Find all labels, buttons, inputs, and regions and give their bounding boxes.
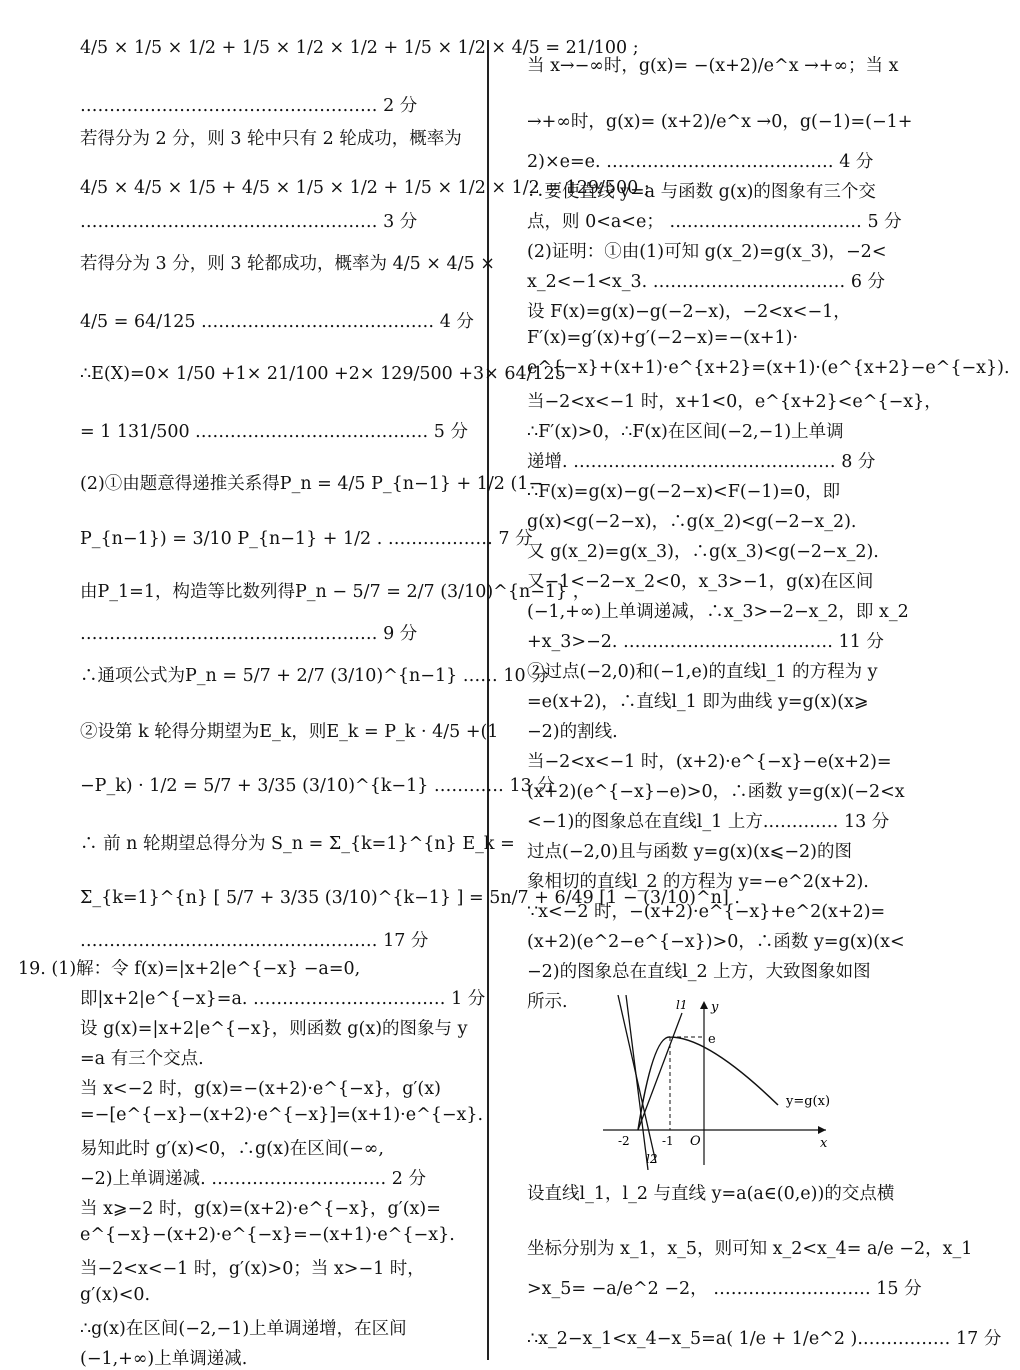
text-line: ∵x<−2 时，−(x+2)·e^{−x}+e^2(x+2)= <box>527 902 886 922</box>
text-line: 当 x⩾−2 时，g(x)=(x+2)·e^{−x}，g′(x)= <box>80 1199 441 1219</box>
text-line: 又−1<−2−x_2<0，x_3>−1，g(x)在区间 <box>527 572 874 592</box>
y-label: y <box>711 1000 719 1015</box>
text-line: ②设第 k 轮得分期望为E_k，则E_k = P_k · 4/5 +(1 <box>80 722 499 742</box>
e-label: e <box>708 1032 716 1047</box>
text-line: 由P_1=1，构造等比数列得P_n − 5/7 = 2/7 (3/10)^{n−1} ， <box>80 582 591 602</box>
function-graph <box>598 995 848 1170</box>
text-line: 过点(−2,0)且与函数 y=g(x)(x⩽−2)的图 <box>527 842 852 862</box>
text-line: 设直线l_1，l_2 与直线 y=a(a∈(0,e))的交点横 <box>527 1184 895 1204</box>
curve-g <box>638 1037 778 1130</box>
text-line: −2)的割线. <box>527 722 618 742</box>
text-line: >x_5= −a/e^2 −2， ……………………… 15 分 <box>527 1279 922 1299</box>
question-19-start: 19. (1)解：令 f(x)=|x+2|e^{−x} −a=0, <box>18 959 361 979</box>
text-line: 设 F(x)=g(x)−g(−2−x)，−2<x<−1， <box>527 302 851 322</box>
text-line: g′(x)<0. <box>80 1285 151 1305</box>
text-line: −2)的图象总在直线l_2 上方，大致图象如图 <box>527 962 871 982</box>
text-line: ∴通项公式为P_n = 5/7 + 2/7 (3/10)^{n−1} …… 10 分 <box>80 666 549 686</box>
text-line: 4/5 × 1/5 × 1/2 + 1/5 × 1/2 × 1/2 + 1/5 × 1/2 × 4/5 = 21/100 ; <box>80 38 639 58</box>
text-line: 又 g(x_2)=g(x_3)，∴g(x_3)<g(−2−x_2). <box>527 542 879 562</box>
y-axis-arrow <box>700 1001 708 1009</box>
text-line: 当−2<x<−1 时，g′(x)>0；当 x>−1 时， <box>80 1259 425 1279</box>
text-line: 所示. <box>527 992 568 1012</box>
x-label: x <box>820 1136 828 1151</box>
column-divider <box>487 40 489 1360</box>
text-line: = 1 131/500 .………………………………… 5 分 <box>80 422 469 442</box>
text-line: 4/5 = 64/125 .………………………………… 4 分 <box>80 312 474 332</box>
text-line: →+∞时，g(x)= (x+2)/e^x →0，g(−1)=(−1+ <box>527 112 913 132</box>
text-line: e^{−x}+(x+1)·e^{x+2}=(x+1)·(e^{x+2}−e^{−x}). <box>527 358 1010 378</box>
text-line: (x+2)(e^2−e^{−x})>0，∴函数 y=g(x)(x< <box>527 932 905 952</box>
score-line: …………………………………………… 17 分 <box>80 931 429 951</box>
score-line: …………………………………………… 9 分 <box>80 624 418 644</box>
text-line: 若得分为 3 分，则 3 轮都成功，概率为 4/5 × 4/5 × <box>80 254 495 274</box>
tick-neg1: -1 <box>662 1134 674 1148</box>
text-line: x_2<−1<x_3. …………………………… 6 分 <box>527 272 886 292</box>
text-line: 若得分为 2 分，则 3 轮中只有 2 轮成功，概率为 <box>80 129 462 149</box>
text-line: 当 x<−2 时，g(x)=−(x+2)·e^{−x}，g′(x) <box>80 1079 441 1099</box>
text-line: (2)证明：①由(1)可知 g(x_2)=g(x_3)，−2< <box>527 242 887 262</box>
text-line: e^{−x}−(x+2)·e^{−x}=−(x+1)·e^{−x}. <box>80 1225 455 1245</box>
text-line: Σ_{k=1}^{n} [ 5/7 + 3/35 (3/10)^{k−1} ] = 5n/7 + 6/49 [1 − (3/10)^n] . <box>80 888 740 908</box>
text-line: ②过点(−2,0)和(−1,e)的直线l_1 的方程为 y <box>527 662 878 682</box>
text-line: =a 有三个交点. <box>80 1049 204 1069</box>
text-line: ∴要使直线 y=a 与函数 g(x)的图象有三个交 <box>527 182 876 202</box>
text-line: 坐标分别为 x_1，x_5，则可知 x_2<x_4= a/e −2，x_1 <box>527 1239 973 1259</box>
tick-neg2: -2 <box>618 1134 630 1148</box>
text-line: +x_3>−2. ……………………………… 11 分 <box>527 632 884 652</box>
text-line: ∴F(x)=g(x)−g(−2−x)<F(−1)=0，即 <box>527 482 841 502</box>
line-l1 <box>638 1013 682 1130</box>
text-line: 4/5 × 4/5 × 1/5 + 4/5 × 1/5 × 1/2 + 1/5 × 1/2 × 1/2 = 129/500 ; <box>80 178 650 198</box>
l2-label: l2 <box>646 1152 658 1166</box>
text-line: (−1,+∞)上单调递减，∴x_3>−2−x_2，即 x_2 <box>527 602 909 622</box>
text-line: ∴g(x)在区间(−2,−1)上单调递增，在区间 <box>80 1319 407 1339</box>
x-axis-arrow <box>818 1126 826 1134</box>
text-line: 易知此时 g′(x)<0，∴g(x)在区间(−∞, <box>80 1139 384 1159</box>
score-line: …………………………………………… 2 分 <box>80 96 418 116</box>
text-line: −2)上单调递减. ………………………… 2 分 <box>80 1169 427 1189</box>
text-line: g(x)<g(−2−x)，∴g(x_2)<g(−2−x_2). <box>527 512 857 532</box>
text-line: 设 g(x)=|x+2|e^{−x}，则函数 g(x)的图象与 y <box>80 1019 468 1039</box>
text-line: 当 x→−∞时，g(x)= −(x+2)/e^x →+∞；当 x <box>527 56 899 76</box>
text-line: (−1,+∞)上单调递减. <box>80 1349 248 1369</box>
score-line: …………………………………………… 3 分 <box>80 212 418 232</box>
text-line: ∴x_2−x_1<x_4−x_5=a( 1/e + 1/e^2 ).…………… 17 分 <box>527 1329 1002 1349</box>
text-line: (x+2)(e^{−x}−e)>0，∴函数 y=g(x)(−2<x <box>527 782 905 802</box>
text-line: 象相切的直线l_2 的方程为 y=−e^2(x+2). <box>527 872 869 892</box>
origin-label: O <box>690 1134 701 1149</box>
text-line: ∴ 前 n 轮期望总得分为 S_n = Σ_{k=1}^{n} E_k = <box>80 834 515 854</box>
text-line: P_{n−1}) = 3/10 P_{n−1} + 1/2 . ……………… 7 分 <box>80 529 533 549</box>
text-line: =e(x+2)，∴直线l_1 即为曲线 y=g(x)(x⩾ <box>527 692 869 712</box>
text-line: 即|x+2|e^{−x}=a. …………………………… 1 分 <box>80 989 486 1009</box>
text-line: 当−2<x<−1 时，x+1<0，e^{x+2}<e^{−x}， <box>527 392 942 412</box>
text-line: <−1)的图象总在直线l_1 上方.………… 13 分 <box>527 812 890 832</box>
text-line: (2)①由题意得递推关系得P_n = 4/5 P_{n−1} + 1/2 (1− <box>80 474 544 494</box>
text-line: 当−2<x<−1 时，(x+2)·e^{−x}−e(x+2)= <box>527 752 892 772</box>
text-line: 2)×e=e. ………………………………… 4 分 <box>527 152 874 172</box>
curve-label: y=g(x) <box>786 1094 831 1109</box>
text-line: ∴E(X)=0× 1/50 +1× 21/100 +2× 129/500 +3× 64/125 <box>80 364 566 384</box>
text-line: −P_k) · 1/2 = 5/7 + 3/35 (3/10)^{k−1} ………… 13 分 <box>80 776 555 796</box>
text-line: F′(x)=g′(x)+g′(−2−x)=−(x+1)· <box>527 328 799 348</box>
text-line: ∴F′(x)>0，∴F(x)在区间(−2,−1)上单调 <box>527 422 844 442</box>
l1-label: l1 <box>676 998 688 1012</box>
text-line: =−[e^{−x}−(x+2)·e^{−x}]=(x+1)·e^{−x}. <box>80 1105 484 1125</box>
text-line: 点，则 0<a<e； …………………………… 5 分 <box>527 212 902 232</box>
text-line: 递增. ……………………………………… 8 分 <box>527 452 876 472</box>
